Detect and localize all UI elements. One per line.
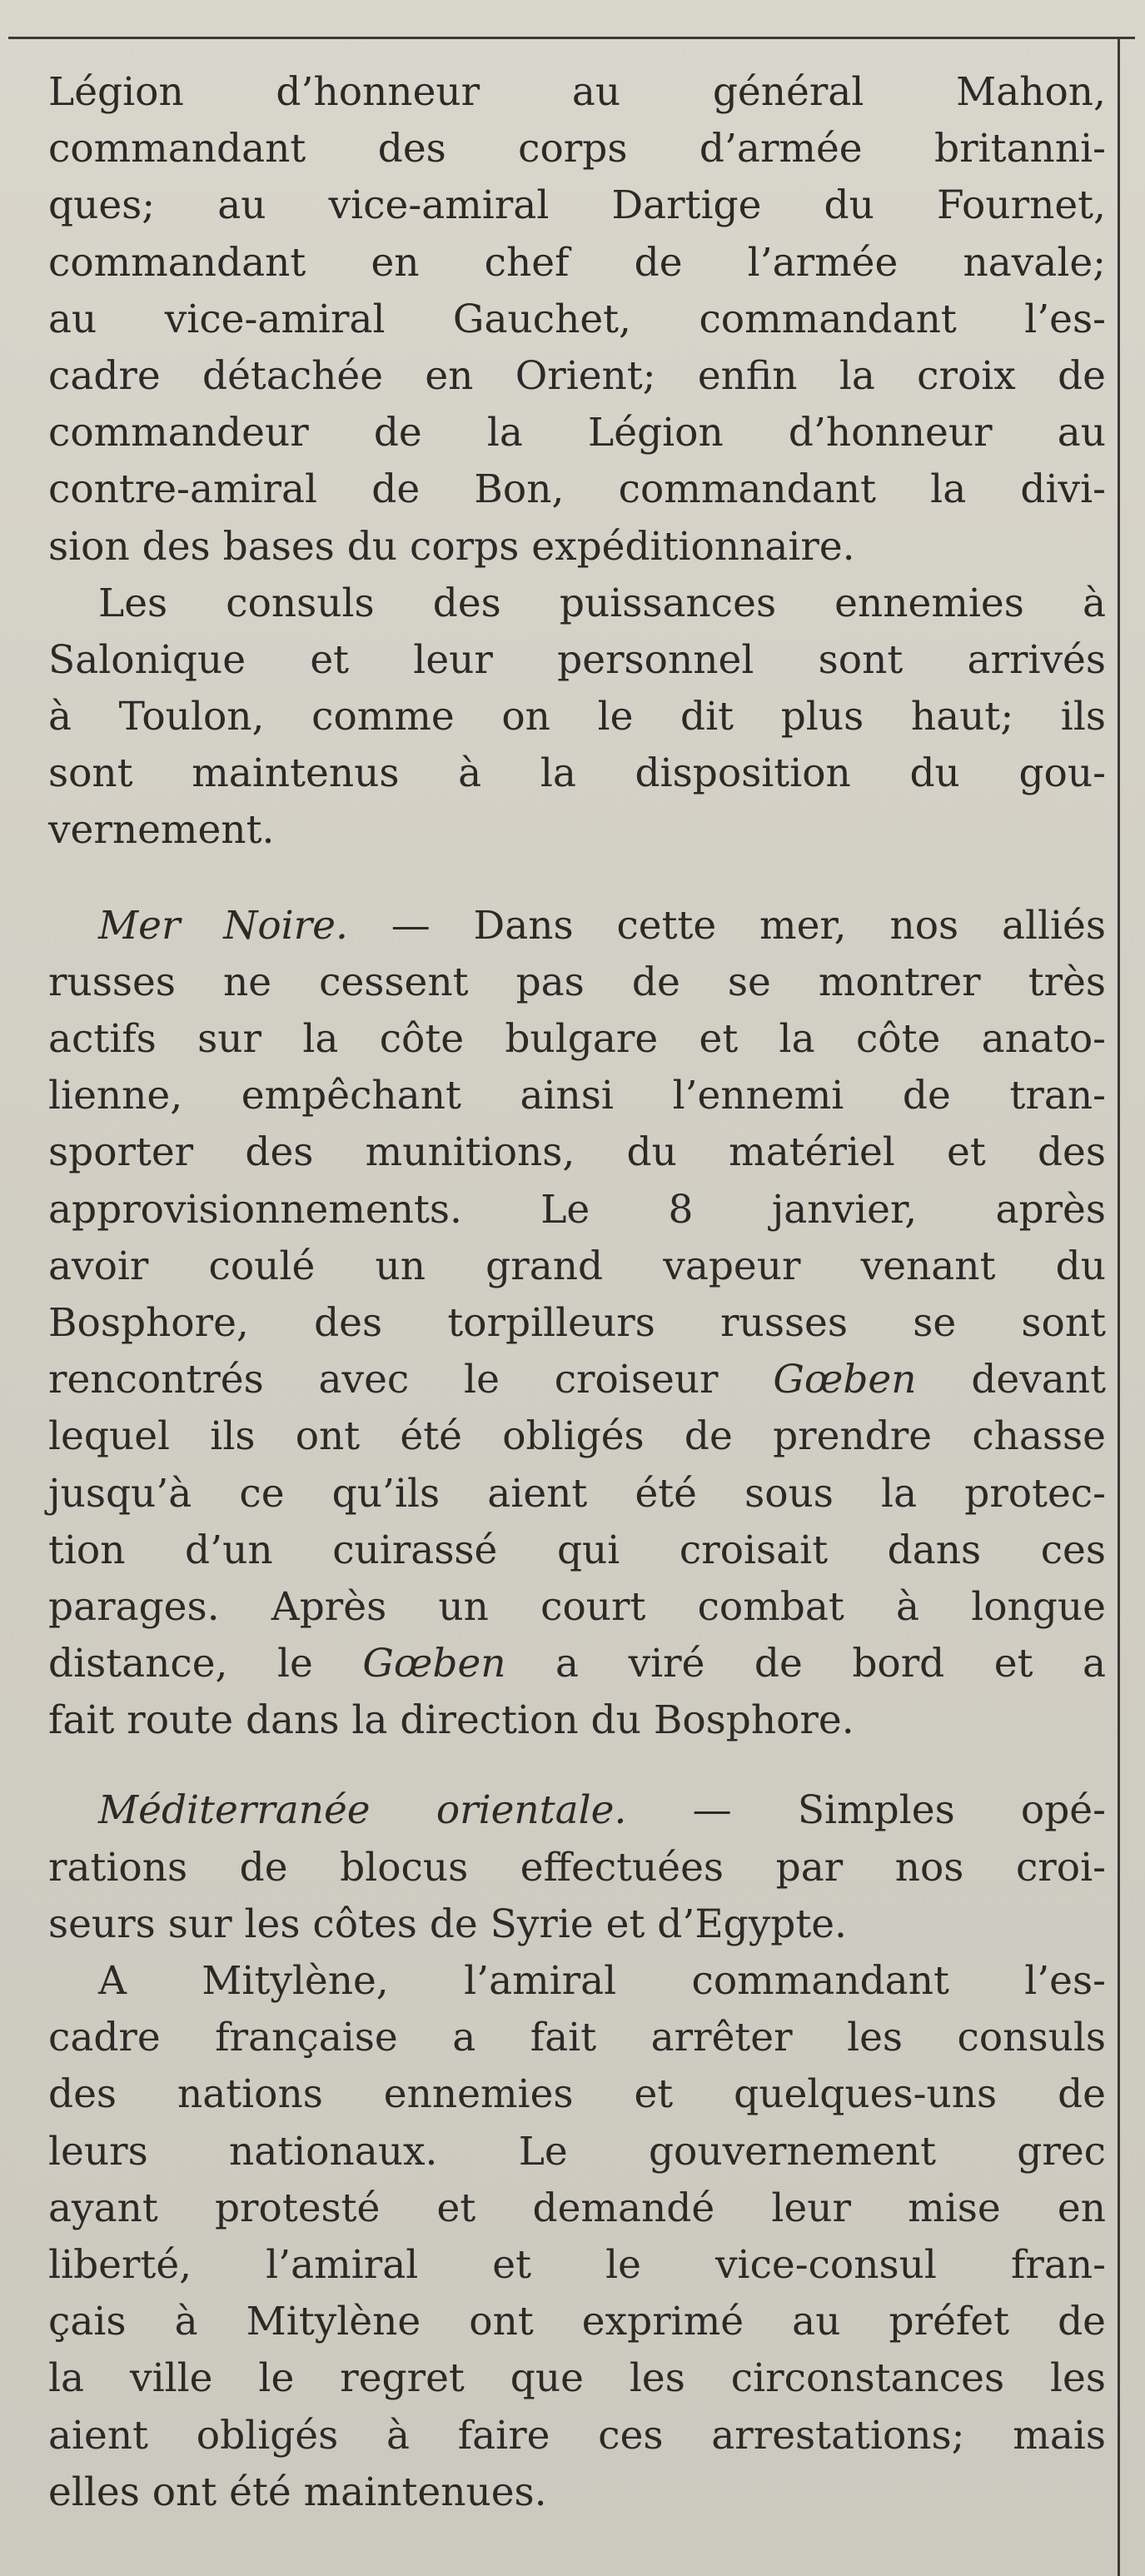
text-line: elles ont été maintenues. — [48, 2469, 547, 2515]
text-line: lienne, empêchant ainsi l’ennemi de tran- — [48, 1073, 1106, 1119]
paragraph-gap — [48, 859, 1106, 898]
text-line — [48, 1782, 1106, 1839]
text-line: sion des bases du corps expéditionnaire. — [48, 523, 855, 570]
text-line: sporter des munitions, du matériel et des — [48, 1129, 1106, 1176]
text-line: actifs sur la côte bulgare et la côte anato- — [48, 1016, 1106, 1062]
article-column — [48, 64, 1106, 2521]
text-line — [48, 1636, 1106, 1692]
text-line: leurs nationaux. Le gouvernement grec — [48, 2128, 1106, 2175]
section-heading-mer-noire: Mer Noire. — [98, 902, 348, 949]
text-line: des nations ennemies et quelques-uns de — [48, 2071, 1106, 2118]
text-line: lequel ils ont été obligés de prendre chasse — [48, 1413, 1106, 1460]
text-line: la ville le regret que les circonstances les — [48, 2355, 1106, 2402]
text-line: sont maintenus à la disposition du gou- — [48, 750, 1106, 797]
ship-name-goeben: Gœben — [362, 1641, 506, 1687]
text-line: vernement. — [48, 807, 275, 854]
text-line: ques; au vice-amiral Dartige du Fournet, — [48, 182, 1106, 229]
text-line: commandeur de la Légion d’honneur au — [48, 410, 1106, 456]
paragraph-mer-noire — [48, 898, 1106, 1750]
text-line: au vice-amiral Gauchet, commandant l’es- — [48, 296, 1106, 342]
text-fragment: — Dans cette mer, nos alliés — [391, 902, 1106, 949]
text-line: jusqu’à ce qu’ils aient été sous la protec- — [48, 1470, 1106, 1517]
text-line: Salonique et leur personnel sont arrivés — [48, 636, 1106, 683]
text-line: à Toulon, comme on le dit plus haut; ils — [48, 694, 1106, 740]
text-line: russes ne cessent pas de se montrer très — [48, 959, 1106, 1005]
text-line: ayant protesté et demandé leur mise en — [48, 2185, 1106, 2231]
text-line: aient obligés à faire ces arrestations; mais — [48, 2412, 1106, 2459]
paragraph-mitylene — [48, 1953, 1106, 2521]
paragraph-mediterranee — [48, 1782, 1106, 1953]
text-line: fait route dans la direction du Bosphore. — [48, 1697, 854, 1744]
text-fragment: — Simples opé- — [692, 1787, 1106, 1834]
paragraph-gap — [48, 1749, 1106, 1782]
text-line: commandant en chef de l’armée navale; — [48, 239, 1106, 286]
text-line — [48, 1352, 1106, 1408]
ship-name-goeben: Gœben — [773, 1357, 917, 1403]
text-line: approvisionnements. Le 8 janvier, après — [48, 1186, 1106, 1233]
text-line: çais à Mitylène ont exprimé au préfet de — [48, 2299, 1106, 2345]
text-line: A Mitylène, l’amiral commandant l’es- — [98, 1958, 1106, 2004]
text-fragment: devant — [971, 1357, 1106, 1403]
paragraph-consuls-salonique — [48, 575, 1106, 859]
text-line: cadre française a fait arrêter les consuls — [48, 2015, 1106, 2061]
section-heading-mediterranee: Méditerranée orientale. — [98, 1787, 627, 1834]
text-line: contre-amiral de Bon, commandant la divi- — [48, 466, 1106, 513]
text-line: cadre détachée en Orient; enfin la croix de — [48, 352, 1106, 399]
column-rule — [1118, 37, 1120, 2576]
text-line: Bosphore, des torpilleurs russes se sont — [48, 1299, 1106, 1346]
paragraph-legion-honneur — [48, 64, 1106, 575]
text-line: parages. Après un court combat à longue — [48, 1583, 1106, 1630]
text-line: seurs sur les côtes de Syrie et d’Egypte. — [48, 1901, 848, 1947]
text-line: avoir coulé un grand vapeur venant du — [48, 1243, 1106, 1289]
text-fragment: a viré de bord et a — [555, 1641, 1106, 1687]
text-line: Les consuls des puissances ennemies à — [98, 580, 1106, 626]
text-line: rations de blocus effectuées par nos croi- — [48, 1844, 1106, 1891]
text-fragment: rencontrés avec le croiseur — [48, 1357, 719, 1403]
text-line: tion d’un cuirassé qui croisait dans ces — [48, 1527, 1106, 1573]
text-line — [48, 898, 1106, 954]
text-line: commandant des corps d’armée britanni- — [48, 126, 1106, 172]
top-rule — [8, 37, 1135, 39]
text-line: liberté, l’amiral et le vice-consul fran- — [48, 2241, 1106, 2288]
text-line: Légion d’honneur au général Mahon, — [48, 69, 1106, 115]
text-fragment: distance, le — [48, 1641, 313, 1687]
